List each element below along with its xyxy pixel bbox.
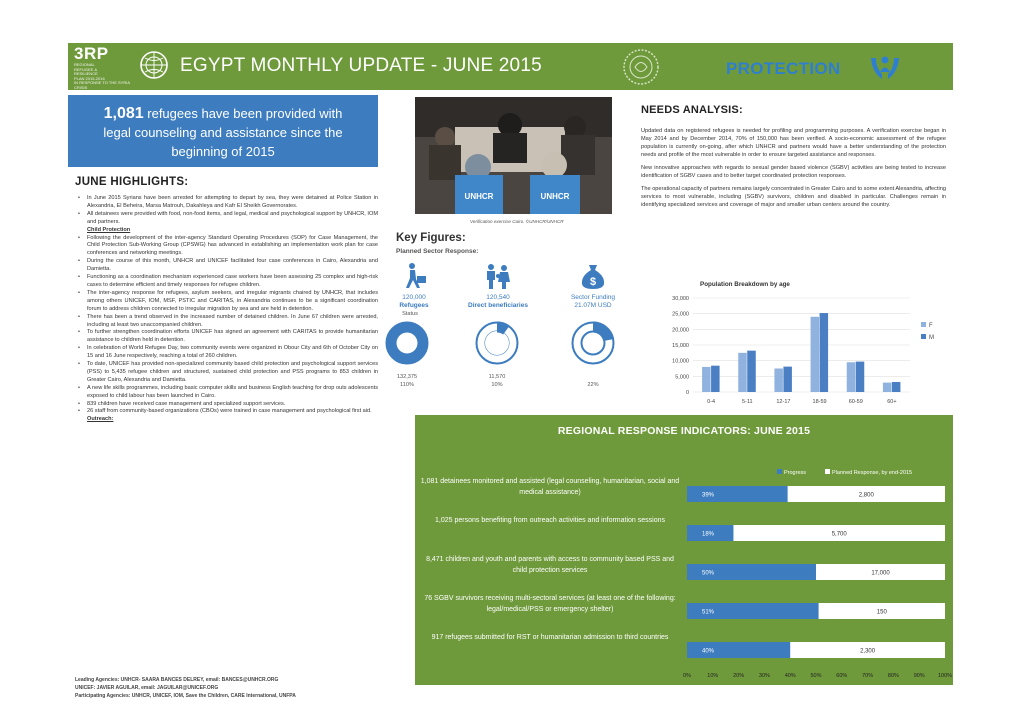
y-tick-label: 0 [685, 390, 689, 396]
bar-f [847, 362, 856, 392]
kf-donut-pct: 22% [587, 382, 599, 388]
list-item: • All detainees were provided with food, non-food items, and legal, medical and psychological support by UNHCR, IOM and partners. [75, 211, 378, 227]
bar-m [820, 313, 829, 392]
indicator-label: 1,025 persons benefiting from outreach activities and information sessions [435, 517, 665, 524]
kf-donut [570, 320, 616, 366]
bar-m [783, 367, 792, 392]
progress-label: 18% [702, 531, 715, 538]
globe-seal-icon [138, 49, 170, 81]
logo-subtext: PLAN 2015-2016 [74, 75, 105, 81]
progress-label: 50% [702, 570, 715, 577]
kf-value: 120,540 [486, 294, 510, 301]
list-item: • Following the development of the inter-agency Standard Operating Procedures (SOP) for Case Management, the Child Protection Sub-Working Group (CPSWG) has advanced in establishing an implementation work plan for case conferences and networking meetings. [75, 235, 378, 259]
page-title: EGYPT MONTHLY UPDATE - JUNE 2015 [180, 55, 542, 76]
y-tick-label: 5,000 [675, 374, 689, 381]
emblem-seal-icon [621, 47, 661, 87]
child-protection-list [75, 235, 378, 417]
x-tick-label: 20% [733, 673, 745, 679]
footer-line: Leading Agencies: UNHCR- SAARA BANCES DELREY, email: BANCES@UNHCR.ORG [75, 677, 279, 683]
kf-donut [384, 320, 430, 366]
list-item: • In June 2015 Syrians have been arrested for attempting to depart by sea, they were detained at Police Station in Alexandria, El Beheira, Marsa Matrouh, Dakahleya and Kafr El Sheikh Governorates. [75, 195, 378, 211]
list-item: • During the course of this month, UNHCR and UNICEF facilitated four case conferences in Cairo, Alexandria and Damietta. [75, 258, 378, 274]
legend-label: Progress [784, 470, 807, 476]
vest-text: UNHCR [540, 192, 570, 201]
indicator-label: 917 refugees submitted for RST or humanitarian admission to third countries [431, 634, 669, 641]
list-item: • To further strengthen coordination efforts UNICEF has signed an agreement with CARITAS to provide humanitarian assistance to children held in detention. [75, 329, 378, 345]
bar-m [711, 366, 720, 392]
sector-title: PROTECTION [726, 59, 841, 78]
list-item: • 26 staff from community-based organizations (CBOs) were trained in case management and psychological first aid. [75, 408, 378, 416]
bar-m [892, 382, 901, 392]
progress-label: 39% [702, 492, 715, 499]
kf-value: 120,000 [402, 294, 426, 301]
kf-donut-arc [391, 327, 423, 359]
legend-swatch [921, 334, 926, 339]
planned-label: 5,700 [831, 531, 847, 538]
3rp-logo [74, 45, 134, 88]
money-bag-icon [579, 262, 607, 290]
logo-subtext: RESILIENCE [74, 71, 98, 76]
regional-title: REGIONAL RESPONSE INDICATORS: JUNE 2015 [557, 425, 811, 437]
x-tick-label: 40% [784, 673, 796, 679]
y-tick-label: 25,000 [672, 311, 689, 318]
planned-label: 2,300 [860, 648, 876, 655]
x-tick-label: 50% [810, 673, 822, 679]
bar-f [811, 317, 820, 392]
planned-label: 17,000 [871, 570, 890, 577]
x-tick-label: 30% [758, 673, 770, 679]
headline-text: refugees have been provided with [147, 106, 343, 121]
bar-f [702, 367, 711, 392]
logo-subtext: REGIONAL [74, 62, 95, 67]
x-tick-label: 60% [836, 673, 848, 679]
x-tick-label: 12-17 [776, 399, 791, 405]
highlights-title: JUNE HIGHLIGHTS: [75, 176, 189, 188]
verification-photo [415, 97, 612, 214]
kf-label: 21.07M USD [574, 302, 612, 309]
headline-number: 1,081 [103, 105, 144, 122]
progress-label: 51% [702, 609, 715, 616]
outreach-subheading: Outreach: [87, 416, 114, 423]
progress-label: 40% [702, 648, 715, 655]
x-tick-label: 90% [913, 673, 925, 679]
needs-paragraph: Updated data on registered refugees is needed for profiling and programming purposes. A verification exercise began in May 2014 and by December 2014, 70% of 150,000 has been verified. A socio-economic assessment of the refugee population is currently on-going, after which UNHCR and partners would have a better understanding of the protection needs and profile of the most vulnerable in order to ensure targeted assistance and responses. [641, 128, 946, 158]
kf-donut-value: 132,375 [396, 374, 418, 380]
list-item: • Functioning as a coordination mechanism experienced case workers have been assessing 25 complex and high-risk cases to determine efficient and timely responses for refugee children. [75, 274, 378, 290]
legend-swatch [825, 469, 830, 474]
legend-swatch [921, 322, 926, 327]
header-band [68, 43, 953, 90]
list-item: • The inter-agency response for refugees, asylum seekers, and irregular migrants chaired by UNHCR, that includes among others UNICEF, IOM, MSF, PSTIC and CARITAS, in Alexandria continues to be a significant coordination forum to address children connected to irregular migration by sea and are held in detention. [75, 290, 378, 314]
highlights-list [75, 195, 378, 227]
bar-f [774, 369, 783, 393]
x-tick-label: 18-59 [812, 399, 827, 405]
population-chart [655, 292, 945, 412]
footer-line: UNICEF: JAVIER AGUILAR, email: JAGUILAR@UNICEF.ORG [75, 685, 219, 691]
footer-line: Participating Agencies: UNHCR, UNICEF, IOM, Save the Children, CARE International, UNFPA [75, 693, 296, 699]
kf-label: Direct beneficiaries [468, 302, 528, 309]
planned-label: 2,800 [858, 492, 874, 499]
headline-text: legal counseling and assistance since the [103, 125, 343, 140]
photo-caption: Verification exercise Cairo. ©UNHCR/UNHCR [470, 219, 564, 224]
protection-hands-icon [868, 52, 902, 82]
x-tick-label: 5-11 [741, 399, 753, 405]
key-figures-subtitle: Planned Sector Response: [396, 248, 479, 255]
legend-label: M [929, 335, 934, 341]
headline-text: beginning of 2015 [171, 144, 275, 159]
footer-agencies [75, 676, 375, 700]
regional-indicators-panel [415, 415, 953, 685]
highlights-body [75, 195, 378, 424]
legend-label: Planned Response, by end-2015 [832, 470, 913, 476]
needs-paragraph: The operational capacity of partners remains largely concentrated in Greater Cairo and to some extent Alexandria, affecting services to most vulnerable, including (SGBV) survivors, children and disabled in particular. Challenges remain in identifying specialized services and coverage of major and smaller urban centers around the country. [641, 185, 946, 208]
bar-f [883, 383, 892, 392]
headline-box [68, 95, 378, 167]
x-tick-label: 0% [683, 673, 691, 679]
walking-refugee-icon [400, 262, 428, 290]
population-chart-title: Population Breakdown by age [700, 281, 790, 288]
legend-swatch [777, 469, 782, 474]
photo-illustration [415, 97, 612, 214]
planned-label: 150 [876, 609, 887, 616]
kf-donut-pct: 110% [400, 382, 414, 388]
x-tick-label: 10% [707, 673, 719, 679]
list-item: • There has been a trend observed in the increased number of detained children. In June 67 children were arrested, including at least two unaccompanied children. [75, 314, 378, 330]
list-item: • To date, UNICEF has provided non-specialized community based child protection and psychological support services (PSS) to 5,435 refugee children and structured, sustained child protection and PSS programs to 853 children in Greater Cairo, Alexandria and Damietta. [75, 361, 378, 385]
child-protection-subheading: Child Protection [87, 226, 131, 233]
list-item: • A new life skills programmes, including basic computer skills and business English teaching for drop outs adolescents exposed to child labour has been launched in Cairo. [75, 385, 378, 401]
needs-analysis-body [641, 128, 946, 215]
y-tick-label: 15,000 [672, 343, 689, 349]
y-tick-label: 20,000 [672, 327, 689, 334]
kf-donut-pct: 10% [491, 382, 503, 388]
indicator-label: 76 SGBV survivors receiving multi-sectoral services (at least one of the following: legal/medical/PSS or emergency shelter) [424, 595, 676, 613]
x-tick-label: 60+ [887, 399, 897, 405]
kf-label: Refugees [399, 302, 429, 309]
svg-text:$: $ [589, 276, 597, 288]
kf-sub: Status [402, 311, 418, 317]
x-tick-label: 60-59 [848, 399, 863, 405]
logo-subtext: REFUGEE & [74, 66, 98, 72]
x-tick-label: 100% [937, 673, 953, 679]
key-figures-title: Key Figures: [396, 232, 466, 244]
family-icon [484, 262, 512, 290]
kf-value: Sector Funding [570, 294, 616, 301]
y-tick-label: 10,000 [672, 358, 689, 365]
regional-indicators-chart [685, 467, 951, 685]
indicator-label: 8,471 children and youth and parents with access to community based PSS and child protection services [426, 556, 674, 574]
x-tick-label: 0-4 [707, 399, 716, 405]
needs-paragraph: New innovative approaches with regards to sexual gender based violence (SGBV) activities are being tested to increase identification of SGBV cases and to better target coordinated protection responses. [641, 164, 946, 179]
x-tick-label: 70% [862, 673, 874, 679]
legend-label: F [929, 323, 933, 329]
x-tick-label: 80% [887, 673, 899, 679]
kf-donut-value: 11,570 [488, 374, 506, 380]
vest-text: UNHCR [464, 192, 494, 201]
bar-f [738, 353, 747, 392]
y-tick-label: 30,000 [672, 296, 689, 302]
bar-m [856, 362, 865, 392]
needs-analysis-title: NEEDS ANALYSIS: [641, 104, 743, 116]
logo-text: 3RP [74, 44, 109, 63]
bar-m [747, 351, 756, 392]
logo-subtext: IN RESPONSE TO THE SYRIA CRISIS [74, 80, 130, 90]
indicator-label: 1,081 detainees monitored and assisted (legal counseling, humanitarian, social and medical assistance) [420, 478, 680, 496]
kf-donut [474, 320, 520, 366]
list-item: • 839 children have received case management and specialized support services. [75, 401, 378, 409]
list-item: • In celebration of World Refugee Day, two community events were organized in Obour City and 6th of October City on 15 and 16 June respectively, reaching a total of 260 children. [75, 345, 378, 361]
